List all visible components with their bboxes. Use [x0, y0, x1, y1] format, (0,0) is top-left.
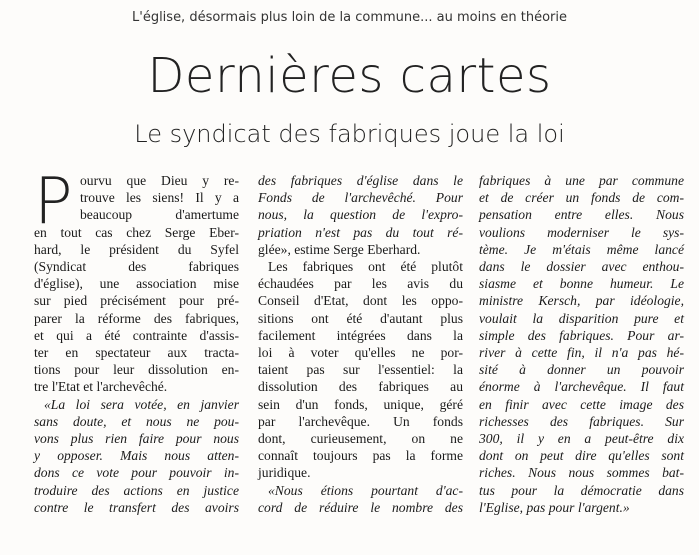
text-line: dissolution des fabriques au — [258, 379, 463, 395]
text-line: sitions ont été d'autant plus — [258, 310, 463, 326]
text-line: glée», estime Serge Eberhard. — [258, 241, 421, 257]
text-line: y opposer. Mais nous atten- — [34, 448, 239, 464]
text-line: facilement intégrées dans la — [258, 327, 463, 343]
text-line: voulait la disparition pure et — [479, 310, 684, 326]
text-line: sein d'un fonds, unique, géré — [258, 396, 463, 412]
article-title: Dernières cartes — [147, 48, 552, 104]
text-line: loi à voter qu'elles ne por- — [258, 345, 463, 361]
text-line: en finir avec cette image des — [479, 396, 684, 412]
text-line: et qui a été contrainte d'assis- — [34, 327, 239, 343]
text-line: juridique. — [258, 465, 311, 481]
text-line: nous, la question de l'expro- — [258, 207, 463, 223]
text-line: ourvu que Dieu y re- — [80, 173, 239, 188]
text-line: fabriques à une par commune — [479, 173, 684, 188]
text-line: trouve les siens! Il y a — [80, 190, 239, 206]
text-line: taient pas sur l'essentiel: la — [258, 362, 463, 378]
text-line: dont, curieusement, on ne — [258, 431, 463, 447]
text-line: ter en spectateur aux tracta- — [34, 345, 239, 361]
text-line: dont on peut dire qu'elles sont — [479, 448, 684, 464]
text-line: d'église), une association mise — [34, 276, 239, 292]
text-line: vons plus rien faire pour nous — [34, 431, 239, 447]
text-column-2 — [258, 172, 463, 516]
text-line: contre le transfert des avoirs — [34, 499, 239, 515]
text-column-3 — [479, 172, 684, 516]
text-line: parer la réforme des fabriques, — [34, 310, 239, 326]
text-line: ministre Kersch, par idéologie, — [479, 293, 684, 309]
text-line: simple des fabriques. Pour ar- — [479, 327, 684, 343]
text-line: sur pied précisément pour pré- — [34, 293, 239, 309]
text-line: tus pour la démocratie dans — [479, 482, 684, 498]
text-line: énorme à l'archevêque. Il faut — [479, 379, 684, 395]
text-line: (Syndicat des fabriques — [34, 259, 239, 275]
text-line: sans doute, et nous ne pou- — [34, 413, 239, 429]
text-line: siasme et bonne humeur. Le — [479, 276, 684, 292]
text-line: tions pour leur dissolution en- — [34, 362, 239, 378]
text-line: river à cette fin, il n'a pas hé- — [479, 345, 684, 361]
text-line: l'Eglise, pas pour l'argent.» — [479, 499, 630, 515]
text-line: sité à donner un pouvoir — [479, 362, 684, 378]
text-line: 300, il y en a peut-être dix — [479, 431, 684, 447]
text-line: connaît toujours pas la forme — [258, 448, 463, 464]
text-line: troduire des actions en justice — [34, 482, 239, 498]
drop-cap: P — [34, 165, 73, 239]
text-column-1 — [34, 165, 239, 516]
text-line: tre l'Etat et l'archevêché. — [34, 379, 168, 395]
text-line: dans le dossier avec enthou- — [479, 259, 684, 275]
text-line: beaucoup d'amertume — [80, 207, 239, 223]
text-line: Conseil d'Etat, dont les oppo- — [258, 293, 463, 309]
text-line: voulions moderniser le sys- — [479, 224, 684, 240]
text-line: Fonds de l'archevêché. Pour — [258, 190, 463, 206]
text-line: tème. Je m'étais même lancé — [479, 241, 684, 257]
text-line: dons ce vote pour pouvoir in- — [34, 465, 239, 481]
text-line: en tout cas chez Serge Eber- — [34, 224, 239, 240]
text-line: «Nous étions pourtant d'ac- — [268, 482, 463, 498]
text-line: «La loi sera votée, en janvier — [44, 396, 239, 412]
text-line: cord de réduire le nombre des — [258, 499, 463, 515]
text-line: riches. Nous nous sommes bat- — [479, 465, 684, 481]
text-line: des fabriques d'église dans le — [258, 173, 463, 188]
text-line: priation n'est pas du tout ré- — [258, 224, 463, 240]
text-line: échaudées par les avis du — [258, 276, 463, 292]
text-line: et de créer un fonds de com- — [479, 190, 684, 206]
text-line: Les fabriques ont été plutôt — [268, 259, 463, 275]
text-line: par l'archevêque. Un fonds — [258, 413, 463, 429]
text-line: richesses des fabriques. Sur — [479, 413, 684, 429]
text-line: pensation entre elles. Nous — [479, 207, 684, 223]
article-subtitle: Le syndicat des fabriques joue la loi — [134, 120, 565, 148]
article-kicker: L'église, désormais plus loin de la commune... au moins en théorie — [132, 10, 567, 25]
text-line: hard, le président du Syfel — [34, 241, 239, 257]
